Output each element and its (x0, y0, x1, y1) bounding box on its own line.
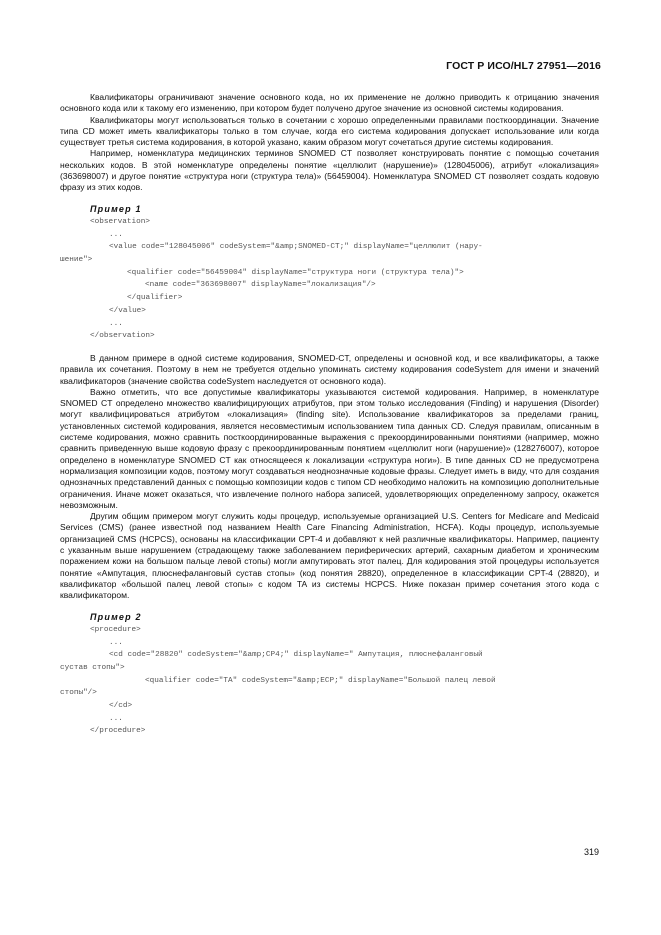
code-line: стопы"/> (60, 689, 97, 698)
code-line: <value code="128045006" codeSystem="&amp;SNOMED-CT;" displayName="целлюлит (нару- (109, 243, 483, 252)
code-line: ... (109, 230, 123, 239)
code-line: сустав стопы"> (60, 663, 125, 672)
document-body (60, 92, 599, 738)
code-line: <name code="363698007" displayName="локализация"/> (145, 281, 376, 290)
example-1-title: Пример 1 (90, 203, 142, 214)
code-line: <observation> (90, 217, 150, 226)
code-line: </observation> (90, 332, 155, 341)
paragraph: Важно отметить, что все допустимые квалификаторы указываются системой кодирования. Например, в номенклатуре SNOMED CT определено множество квалифицирующих атрибутов, при этом только исследования (Finding) и нарушения (Disorder) могут квалифицироваться атрибутом «локализация» (finding site). Использование квалификаторов за пределами границ, установленных системой кодирования, является несовместимым использованием типа данных CD. Следуя правилам, описанным в системе кодирования, можно сравнить посткоординированные выражения с прекоординированными понятиями (например, можно сравнить приведенную выше кодовую фразу с прекоординированным понятием «целлюлит ноги (нарушение)» (128276007), которое определено в номенклатуре SNOMED CT как относящееся к локализации «структура ноги»). В типе данных CD не предусмотрена нормализация композиции кодов, поэтому могут создаваться неоднозначные кодовые фразы. Следует иметь в виду, что для создания однозначных представлений данных с помощью композиции кодов с типом CD необходимо наложить на композицию дополнительные ограничения. Иначе может оказаться, что извлечение полного набора записей, удовлетворяющих определенному запросу, окажется невозможным. (60, 386, 599, 510)
code-line: </value> (109, 306, 146, 315)
code-line: <procedure> (90, 625, 141, 634)
standard-header: ГОСТ Р ИСО/HL7 27951—2016 (446, 60, 601, 72)
example-1-code (60, 216, 599, 343)
code-line: <qualifier code="56459004" displayName="структура ноги (структура тела)"> (127, 268, 464, 277)
example-2-code (60, 624, 599, 738)
code-line: <qualifier code="TA" codeSystem="&amp;ECP;" displayName="Большой палец левой (145, 676, 496, 685)
paragraph: Квалификаторы могут использоваться только в сочетании с хорошо определенными правилами посткоординации. Значение типа CD может иметь квалификаторы только в том случае, когда его система кодирования допускает использование или когда существует третья система кодирования, в которой указано, каким образом могут сочетаться другие системы кодирования. (60, 114, 599, 148)
example-2-title: Пример 2 (90, 611, 142, 622)
paragraph: В данном примере в одной системе кодирования, SNOMED-CT, определены и основной код, и все квалификаторы, а также правила их сочетания. Поэтому в нем не требуется отдельно упоминать систему кодирования codeSystem для имени и значений квалификаторов (значение свойства codeSystem наследуется от основного кода). (60, 353, 599, 386)
page-number: 319 (583, 847, 599, 857)
code-line: </procedure> (90, 727, 146, 736)
code-line: </cd> (109, 702, 133, 711)
code-line: ... (109, 638, 123, 647)
code-line: шение"> (60, 256, 93, 265)
paragraph: Квалификаторы ограничивают значение основного кода, но их применение не должно приводить к отрицанию значения основного кода или к такому его изменению, при котором будет получено другое значение из основной системы кодирования. (60, 92, 599, 114)
code-line: ... (109, 319, 123, 328)
code-line: ... (109, 714, 123, 723)
code-line: </qualifier> (127, 294, 183, 303)
paragraph: Другим общим примером могут служить коды процедур, используемые организацией U.S. Centers for Medicare and Medicaid Services (CMS) (ранее известной под названием Health Care Financing Administration, HCFA). Коды процедур, используемые организацией CMS (HCPCS), основаны на классификации CPT-4 и добавляют к ней различные квалификаторы. Например, пациенту с указанным выше нарушением (страдающему также заболеванием периферических артерий, сахарным диабетом и хроническим поражением кожи на большом пальце левой стопы) могли ампутировать этот палец. Для кодирования этой процедуры используется понятие «Ампутация, плюснефаланговый сустав стопы» (код понятия 28820), определенное в классификации CPT-4 (28820), и квалификатор «большой палец левой стопы» с кодом TA из системы HCPCS. Ниже показан пример сочетания этого кода с квалификатором. (60, 511, 599, 601)
code-line: <cd code="28820" codeSystem="&amp;CP4;" displayName=" Ампутация, плюснефаланговый (109, 651, 483, 660)
paragraph: Например, номенклатура медицинских терминов SNOMED CT позволяет конструировать понятие с помощью сочетания нескольких кодов. В этой номенклатуре определены понятие «целлюлит (нарушение)» (128045006), атрибут «локализация» (363698007) и другое понятие «структура ноги (структура тела)» (56459004). Номенклатура SNOMED CT позволяет создать кодовую фразу из этих кодов. (60, 148, 599, 193)
